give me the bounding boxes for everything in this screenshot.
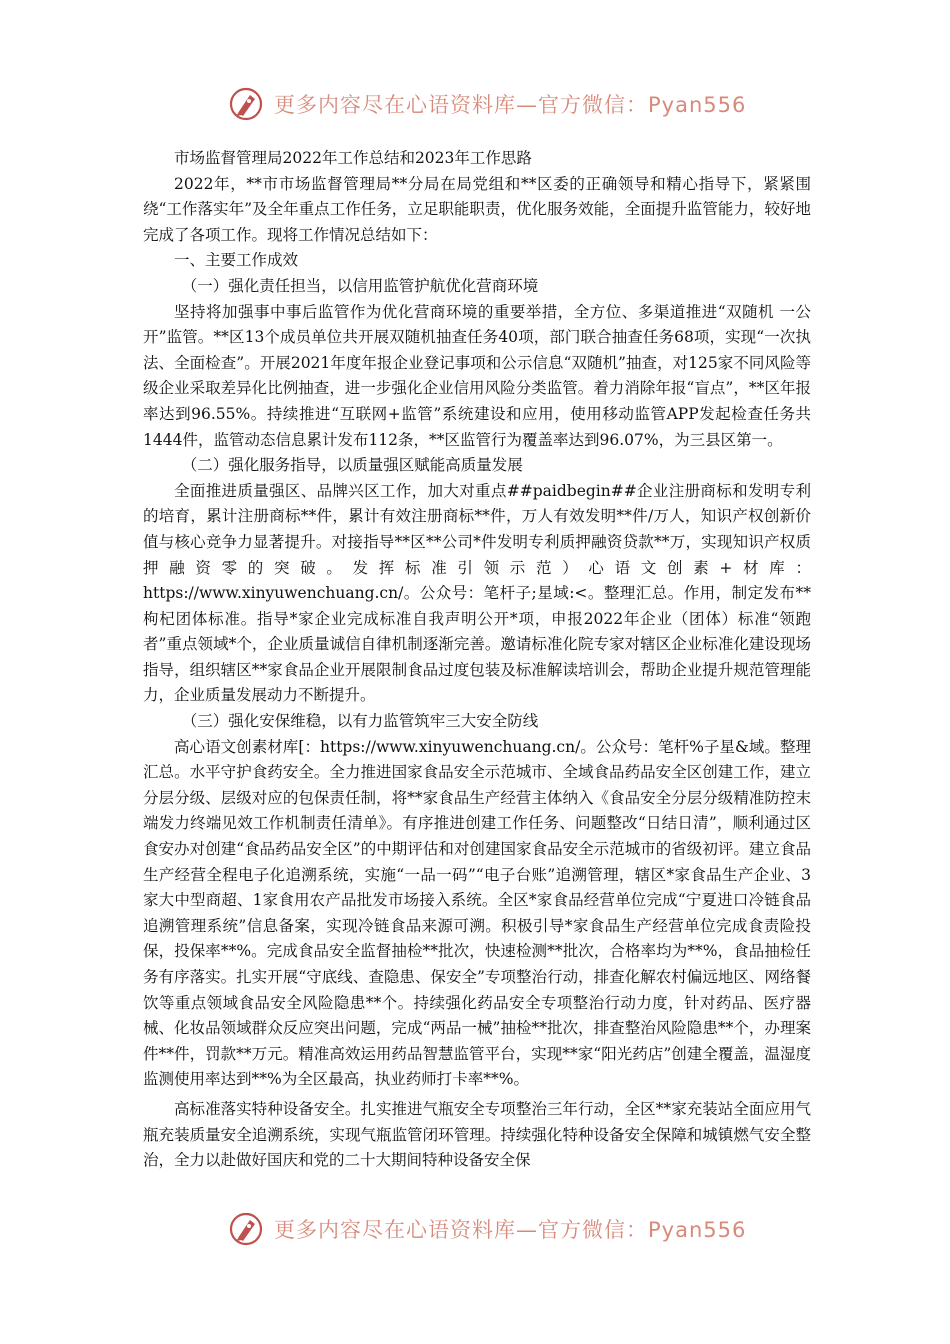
document-title: 市场监督管理局2022年工作总结和2023年工作思路 bbox=[174, 149, 532, 167]
banner-text: 更多内容尽在心语资料库—官方微信：Pyan556 bbox=[274, 93, 747, 117]
subsection-heading-2: （二）强化服务指导，以质量强区赋能高质量发展 bbox=[181, 456, 523, 475]
subsection-heading-3: （三）强化安保维稳，以有力监管筑牢三大安全防线 bbox=[181, 712, 539, 731]
paragraph-quality: 全面推进质量强区、品牌兴区工作，加大对重点##paidbegin##企业注册商标和发明专利的培育，累计注册商标**件，累计有效注册商标**件，万人有效发明**件/万人，知识产权创新价值与核心竞争力显著提升。对接指导**区**公司*件发明专利质押融资贷款**万，实现知识产权质押融资零的突破。发挥标准引领示范）心语文创素+材库：https://www.xinyuwenchuang.cn/。公众号：笔杆子;星域:<。整理汇总。作用，制定发布**枸杞团体标准。指导*家企业完成标准自我声明公开*项，申报2022年企业（团体）标准“领跑者”重点领域*个，企业质量诚信自律机制逐渐完善。邀请标准化院专家对辖区企业标准化建设现场指导，组织辖区**家食品企业开展限制食品过度包装及标准解读培训会，帮助企业提升规范管理能力，企业质量发展动力不断提升。 bbox=[143, 481, 811, 705]
paragraph-special-equipment: 高标准落实特种设备安全。扎实推进气瓶安全专项整治三年行动，全区**家充装站全面应用气瓶充装质量安全追溯系统，实现气瓶监管闭环管理。持续强化特种设备安全保障和城镇燃气安全整治，全力以赴做好国庆和党的二十大期间特种设备安全保 bbox=[143, 1099, 811, 1170]
footer-banner bbox=[228, 1207, 748, 1251]
banner-text: 更多内容尽在心语资料库—官方微信：Pyan556 bbox=[274, 1218, 747, 1242]
paragraph-intro: 2022年，**市市场监督管理局**分局在局党组和**区委的正确领导和精心指导下，紧紧围绕“工作落实年”及全年重点工作任务，立足职能职责，优化服务效能，全面提升监管能力，较好地完成了各项工作。现将工作情况总结如下： bbox=[143, 174, 811, 244]
pen-nib-icon bbox=[228, 1211, 264, 1247]
pen-nib-icon bbox=[228, 86, 264, 122]
section-heading: 一、主要工作成效 bbox=[174, 251, 299, 270]
document-body bbox=[143, 146, 811, 1174]
paragraph-credit-supervision: 坚持将加强事中事后监管作为优化营商环境的重要举措，全方位、多渠道推进“双随机 一公开”监管。**区13个成员单位共开展双随机抽查任务40项，部门联合抽查任务68项，实现“一次执法、全面检查”。开展2021年度年报企业登记事项和公示信息“双随机”抽查，对125家不同风险等级企业采取差异化比例抽查，进一步强化企业信用风险分类监管。着力消除年报“盲点”，**区年报率达到96.55%。持续推进“互联网+监管”系统建设和应用，使用移动监管APP发起检查任务共1444件，监管动态信息累计发布112条，**区监管行为覆盖率达到96.07%，为三县区第一。 bbox=[143, 302, 811, 449]
header-banner bbox=[228, 82, 748, 126]
subsection-heading-1: （一）强化责任担当，以信用监管护航优化营商环境 bbox=[181, 276, 539, 295]
paragraph-food-drug-safety: 高心语文创素材库[：https://www.xinyuwenchuang.cn/。公众号：笔杆%子星&域。整理汇总。水平守护食药安全。全力推进国家食品安全示范城市、全域食品药品安全区创建工作，建立分层分级、层级对应的包保责任制，将**家食品生产经营主体纳入《食品安全分层分级精准防控末端发力终端见效工作机制责任清单》。有序推进创建工作任务、问题整改“日结日清”，顺利通过区食安办对创建“食品药品安全区”的中期评估和对创建国家食品安全示范城市的省级初评。建立食品生产经营全程电子化追溯系统，实施“一品一码”“电子台账”追溯管理，辖区*家食品生产企业、3家大中型商超、1家食用农产品批发市场接入系统。全区*家食品经营单位完成“宁夏进口冷链食品追溯管理系统”信息备案，实现冷链食品来源可溯。积极引导*家食品生产经营单位完成食责险投保，投保率**%。完成食品安全监督抽检**批次，快速检测**批次，合格率均为**%，食品抽检任务有序落实。扎实开展“守底线、查隐患、保安全”专项整治行动，排查化解农村偏远地区、网络餐饮等重点领域食品安全风险隐患**个。持续强化药品安全专项整治行动力度，针对药品、医疗器械、化妆品领域群众反应突出问题，完成“两品一械”抽检**批次，排查整治风险隐患**个，办理案件**件，罚款**万元。精准高效运用药品智慧监管平台，实现**家“阳光药店”创建全覆盖，温湿度监测使用率达到**%为全区最高，执业药师打卡率**%。 bbox=[143, 737, 811, 1089]
